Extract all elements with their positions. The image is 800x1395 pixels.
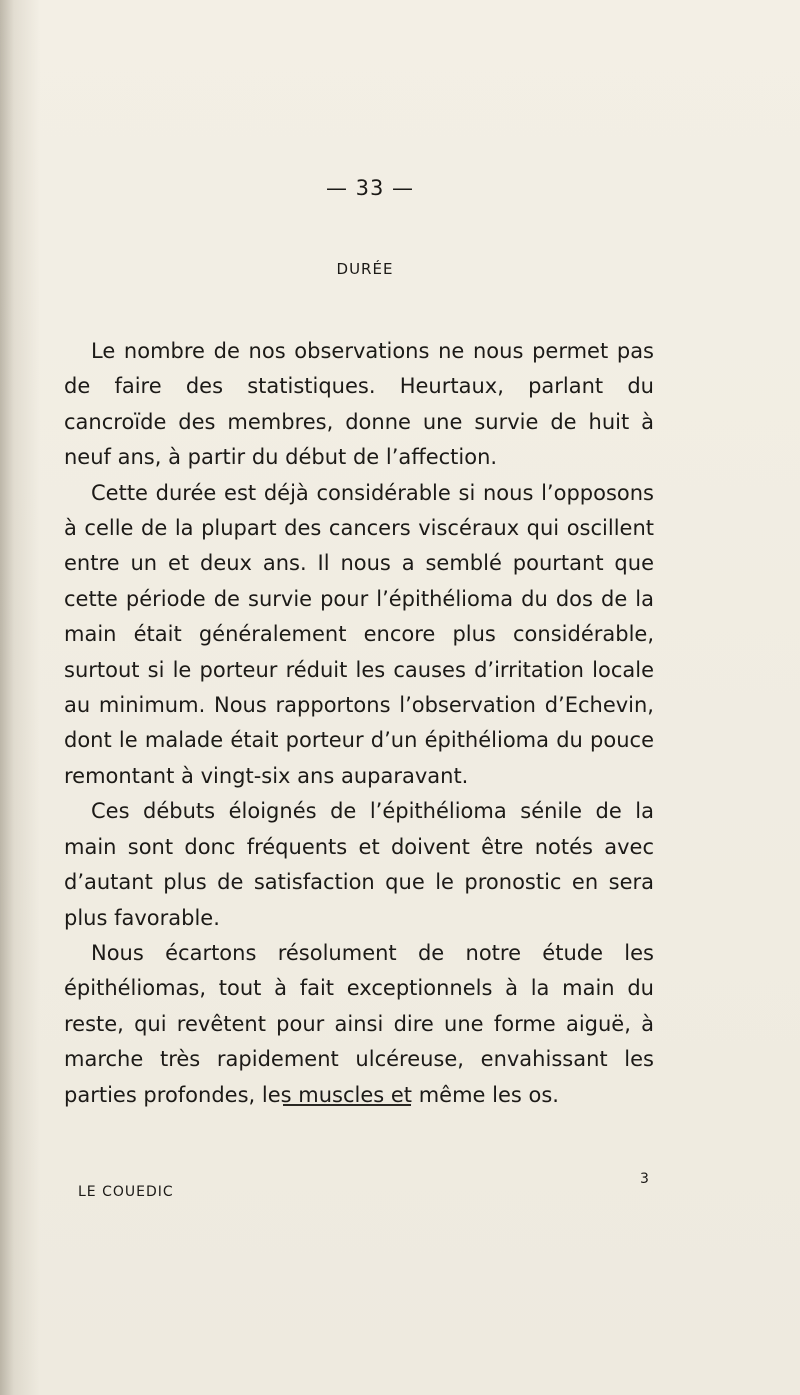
paragraph-2: Cette durée est déjà considérable si nous l’opposons à celle de la plupart des cancers viscéraux qui oscillent entre un et deux ans. Il nous a semblé pourtant que cette période de survie pour l’épithélioma du dos de la main était généralement encore plus considérable, surtout si le porteur réduit les causes d’irritation locale au minimum. Nous rapportons l’observation d’Echevin, dont le malade était porteur d’un épithélioma du pouce remontant à vingt-six ans auparavant.	[64, 480, 654, 788]
paragraph-4: Nous écartons résolument de notre étude les épithéliomas, tout à fait exceptionnels à la main du reste, qui revêtent pour ainsi dire une forme aiguë, à marche très rapidement ulcéreuse, envahissant les parties profondes, les muscles et même les os.	[64, 940, 654, 1107]
paragraph-3: Ces débuts éloignés de l’épithélioma sénile de la main sont donc fréquents et doivent être notés avec d’autant plus de satisfaction que le pronostic en sera plus favorable.	[64, 799, 654, 930]
end-rule	[283, 1104, 411, 1106]
body-text	[64, 334, 654, 1113]
page-number: — 33 —	[325, 176, 415, 200]
footer-author: LE COUEDIC	[78, 1184, 174, 1200]
paragraph-1: Le nombre de nos observations ne nous permet pas de faire des statistiques. Heurtaux, parlant du cancroïde des membres, donne une survie de huit à neuf ans, à partir du début de l’affection.	[64, 339, 654, 470]
section-title: DURÉE	[336, 260, 394, 278]
footer-signature-mark: 3	[640, 1171, 649, 1187]
